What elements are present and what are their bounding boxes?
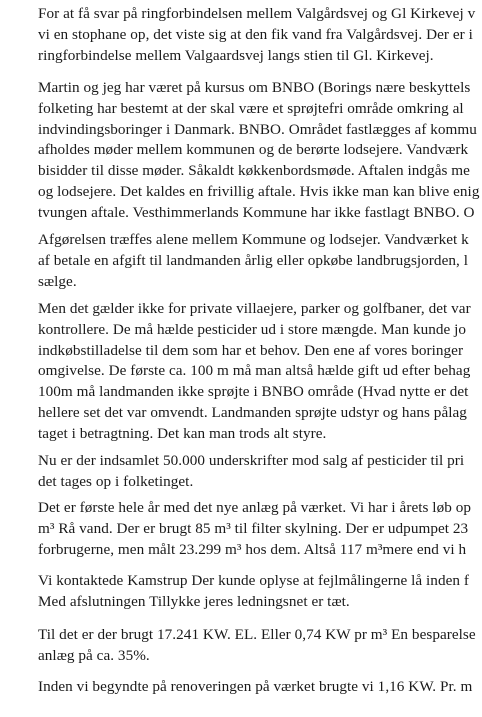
text-line: Martin og jeg har været på kursus om BNBO (Borings nære beskyttels (38, 79, 471, 96)
paragraph-electricity (38, 625, 476, 667)
text-line: og lodsejere. Det kaldes en frivillig aftale. Hvis ikke man kan blive enig (38, 182, 480, 200)
text-line: ringforbindelse mellem Valgaardsvej langs stien til Gl. Kirkevej. (38, 46, 434, 64)
text-line: vi en stophane op, det viste sig at den fik vand fra Valgårdsvej. Der er i (38, 25, 473, 43)
text-line: sælge. (38, 272, 77, 290)
text-line: kontrollere. De må hælde pesticider ud i store mængde. Man kunde jo (38, 320, 467, 338)
paragraph-bnbo-course (38, 78, 479, 224)
paragraph-signatures (38, 451, 464, 493)
text-line: anlæg på ca. 35%. (38, 646, 150, 664)
text-line: m³ Rå vand. Der er brugt 85 m³ til filter skylning. Der er udpumpet 23 (38, 519, 469, 537)
text-line: af betale en afgift til landmanden årlig eller opkøbe landbrugsjorden, l (38, 251, 468, 269)
paragraph-renovation (38, 677, 472, 698)
text-line: Til det er der brugt 17.241 KW. EL. Eller 0,74 KW pr m³ En besparelse (38, 626, 476, 643)
text-line: Det er første hele år med det nye anlæg på værket. Vi har i årets løb op (38, 499, 472, 516)
text-line: hellere set det var omvendt. Landmanden sprøjte udstyr og hans pålag (38, 403, 467, 421)
paragraph-private-owners (38, 299, 471, 445)
paragraph-decision (38, 230, 469, 292)
paragraph-kamstrup (38, 571, 469, 613)
text-line: afholdes møder mellem kommunen og de berørte lodsejere. Vandværk (38, 141, 469, 159)
text-line: omgivelse. De første ca. 100 m må man altså hælde gift ud efter behag (38, 362, 471, 380)
text-line: taget i betragtning. Det kan man trods alt styre. (38, 424, 327, 442)
text-line: bisidder til disse møder. Såkaldt køkkenbordsmøde. Aftalen indgås me (38, 162, 470, 180)
text-line: det tages op i folketinget. (38, 472, 194, 490)
text-line: Vi kontaktede Kamstrup Der kunde oplyse at fejlmålingerne lå inden f (38, 572, 469, 589)
text-line: forbrugerne, men målt 23.299 m³ hos dem. Altså 117 m³mere end vi h (38, 540, 467, 558)
text-line: indkøbstilladelse til dem som har et behov. Den ene af vores boringer (38, 341, 464, 359)
text-line: folketing har bestemt at der skal være et sprøjtefri område omkring al (38, 99, 464, 117)
text-line: Nu er der indsamlet 50.000 underskrifter mod salg af pesticider til pri (38, 452, 465, 469)
text-line: 100m må landmanden ikke sprøjte i BNBO område (Hvad nytte er det (38, 383, 469, 401)
text-line: Afgørelsen træffes alene mellem Kommune og lodsejer. Vandværket k (38, 231, 469, 248)
text-line: For at få svar på ringforbindelsen mellem Valgårdsvej og Gl Kirkevej v (38, 5, 476, 22)
text-line: Inden vi begyndte på renoveringen på værket brugte vi 1,16 KW. Pr. m (38, 678, 473, 695)
text-line: indvindingsboringer i Danmark. BNBO. Området fastlægges af kommu (38, 120, 477, 138)
text-line: Med afslutningen Tillykke jeres ledningsnet er tæt. (38, 592, 350, 610)
paragraph-first-year (38, 498, 471, 560)
text-line: Men det gælder ikke for private villaejere, parker og golfbaner, det var (38, 300, 471, 317)
paragraph-ring-connection (38, 4, 475, 66)
text-line: tvungen aftale. Vesthimmerlands Kommune har ikke fastlagt BNBO. O (38, 203, 475, 221)
